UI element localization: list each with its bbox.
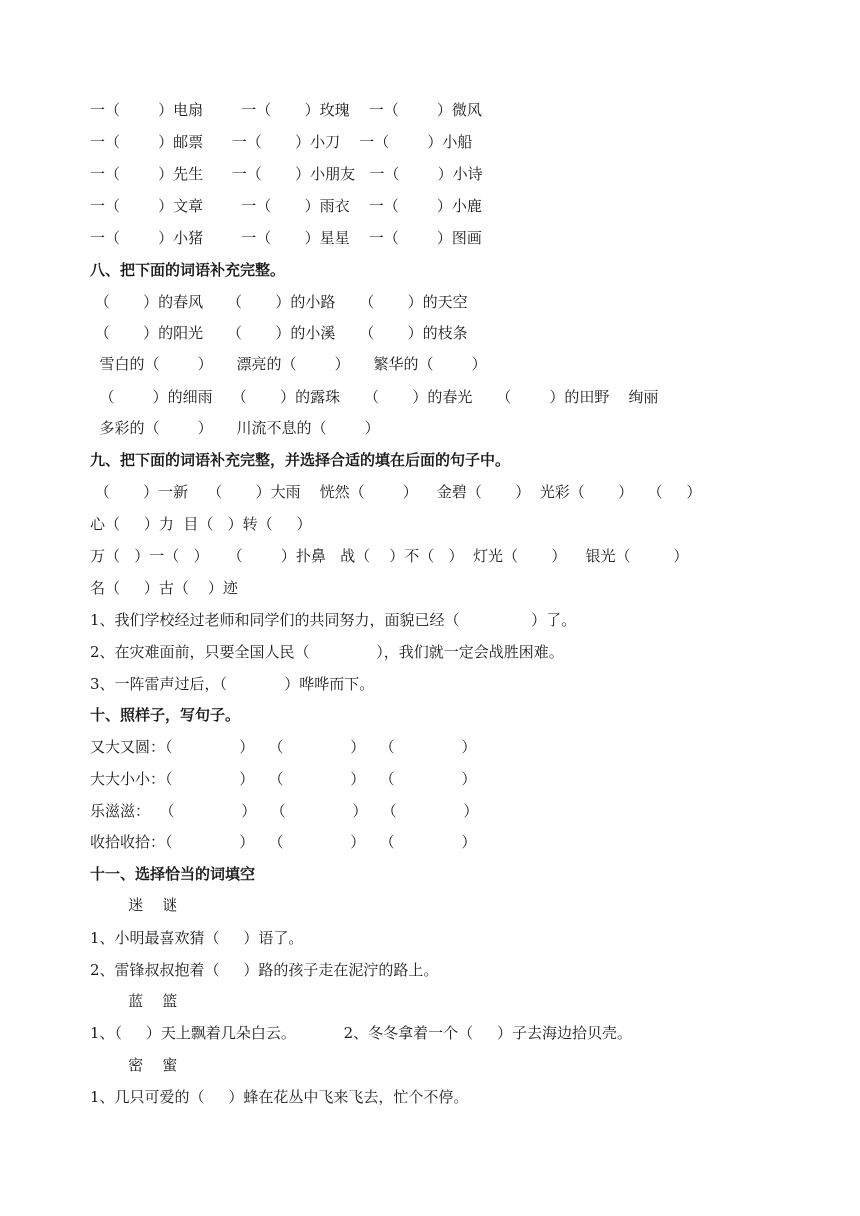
section-9-words-row-3: 万（ ）一（ ） （ ）扑鼻 战（ ）不（ ） 灯光（ ） 银光（ ） xyxy=(90,547,689,565)
section-8-row-5: 多彩的（ ） 川流不息的（ ） xyxy=(90,419,380,437)
word-pair-3: 密 蜜 xyxy=(90,1056,178,1074)
word-pair-2: 蓝 篮 xyxy=(90,992,178,1010)
section-8-row-3: 雪白的（ ） 漂亮的（ ） 繁华的（ ） xyxy=(90,355,487,373)
section-9-words-row-2: 心（ ）力 目（ ）转（ ） xyxy=(90,515,312,533)
measure-word-row-2: 一（ ）邮票 一（ ）小刀 一（ ）小船 xyxy=(90,133,473,151)
section-10-row-2: 大大小小：（ ） （ ） （ ） xyxy=(90,770,477,788)
section-11-heading: 十一、选择恰当的词填空 xyxy=(90,865,256,883)
word-pair-2-sentences: 1、（ ）天上飘着几朵白云。 2、冬冬拿着一个（ ）子去海边拾贝壳。 xyxy=(90,1024,632,1042)
word-pair-1-sentence-1: 1、小明最喜欢猜（ ）语了。 xyxy=(90,929,304,947)
section-9-sentence-2: 2、在灾难面前，只要全国人民（ ），我们就一定会战胜困难。 xyxy=(90,643,564,661)
section-8-heading: 八、把下面的词语补充完整。 xyxy=(90,261,286,279)
word-pair-3-sentence-1: 1、几只可爱的（ ）蜂在花丛中飞来飞去，忙个不停。 xyxy=(90,1088,469,1106)
section-10-heading: 十、照样子，写句子。 xyxy=(90,706,241,724)
measure-word-row-3: 一（ ）先生 一（ ）小朋友 一（ ）小诗 xyxy=(90,165,483,183)
section-10-row-1: 又大又圆：（ ） （ ） （ ） xyxy=(90,738,477,756)
word-pair-1-sentence-2: 2、雷锋叔叔抱着（ ）路的孩子走在泥泞的路上。 xyxy=(90,961,439,979)
measure-word-row-4: 一（ ）文章 一（ ）雨衣 一（ ）小鹿 xyxy=(90,197,482,215)
section-9-sentence-3: 3、一阵雷声过后，（ ）哗哗而下。 xyxy=(90,675,375,693)
measure-word-row-5: 一（ ）小猪 一（ ）星星 一（ ）图画 xyxy=(90,229,482,247)
section-10-row-4: 收拾收拾：（ ） （ ） （ ） xyxy=(90,833,477,851)
section-8-row-2: （ ）的阳光 （ ）的小溪 （ ）的枝条 xyxy=(90,324,468,342)
word-pair-1: 迷 谜 xyxy=(90,896,178,914)
section-9-sentence-1: 1、我们学校经过老师和同学们的共同努力，面貌已经（ ）了。 xyxy=(90,611,577,629)
measure-word-row-1: 一（ ）电扇 一（ ）玫瑰 一（ ）微风 xyxy=(90,101,482,119)
section-8-row-1: （ ）的春风 （ ）的小路 （ ）的天空 xyxy=(90,293,468,311)
section-9-words-row-1: （ ）一新 （ ）大雨 恍然（ ） 金碧（ ） 光彩（ ） （ ） xyxy=(90,483,702,501)
section-8-row-4: （ ）的细雨 （ ）的露珠 （ ）的春光 （ ）的田野 绚丽 xyxy=(90,388,659,406)
section-9-heading: 九、把下面的词语补充完整，并选择合适的填在后面的句子中。 xyxy=(90,451,511,469)
section-9-words-row-4: 名（ ）古（ ）迹 xyxy=(90,579,238,597)
section-10-row-3: 乐滋滋： （ ） （ ） （ ） xyxy=(90,802,479,820)
